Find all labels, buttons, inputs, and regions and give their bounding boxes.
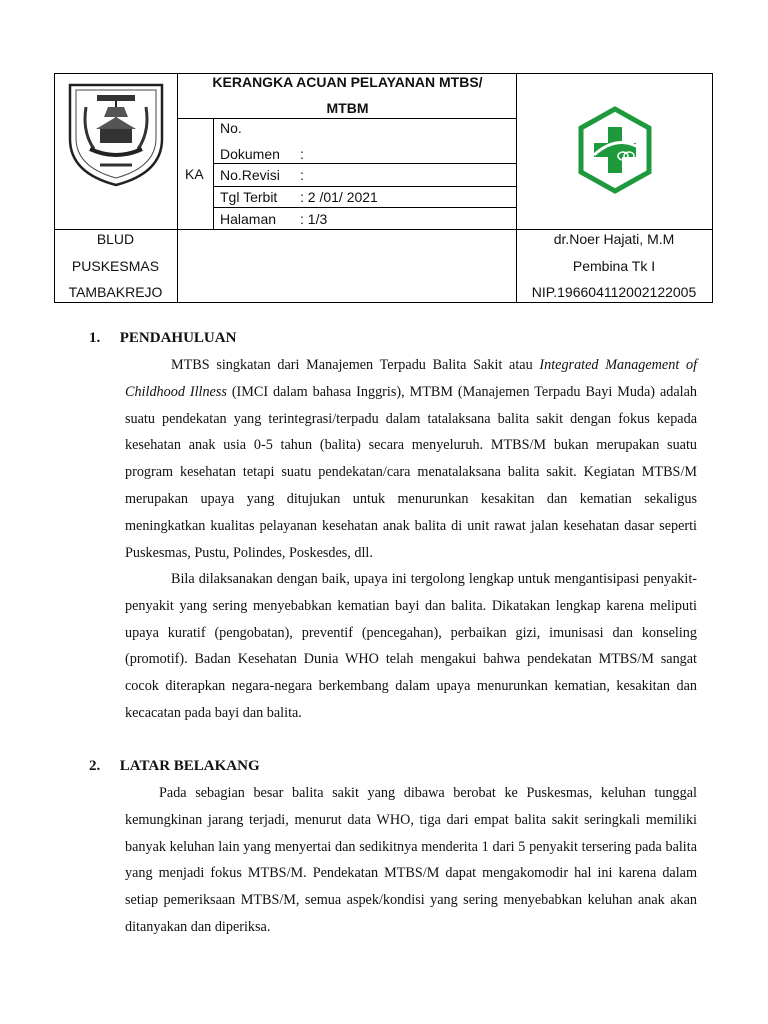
revision-label: No.Revisi bbox=[220, 167, 280, 183]
org-name-line: TAMBAKREJO bbox=[68, 284, 163, 300]
section-heading bbox=[89, 758, 260, 775]
regional-emblem-icon bbox=[64, 77, 168, 189]
page-value: : 1/3 bbox=[300, 211, 328, 227]
doc-number-label: Dokumen bbox=[220, 146, 280, 162]
section-heading bbox=[89, 330, 236, 347]
ka-label: KA bbox=[185, 166, 204, 182]
signer-name: dr.Noer Hajati, M.M bbox=[553, 231, 675, 247]
signer-rank: Pembina Tk I bbox=[572, 258, 656, 274]
table-border bbox=[213, 118, 214, 229]
table-border bbox=[712, 73, 713, 303]
paragraph bbox=[125, 352, 697, 566]
issue-date-label: Tgl Terbit bbox=[220, 189, 278, 205]
paragraph-text: MTBS singkatan dari Manajemen Terpadu Balita Sakit atau bbox=[171, 357, 540, 373]
paragraph-text: Bila dilaksanakan dengan baik, upaya ini tergolong lengkap untuk mengantisipasi penyakit-penyakit yang sering menyebabkan kematian bayi dan balita. Dikatakan lengkap karena meliputi upaya kuratif (pengobatan), preventif (pencegahan), perbaikan gizi, imunisasi dan konseling (promotif). Badan Kesehatan Dunia WHO telah mengakui bahwa pendekatan MTBS/M sangat cocok diterapkan negara-negara berkembang dalam upaya menurunkan kematian, kesakitan dan kecacatan pada bayi dan balita. bbox=[125, 571, 697, 721]
paragraph bbox=[125, 566, 697, 727]
doc-number-label: No. bbox=[220, 120, 242, 136]
document-header-table bbox=[54, 73, 713, 303]
doc-number-value: : bbox=[300, 146, 304, 162]
section-number: 1. bbox=[89, 330, 101, 346]
section-title: PENDAHULUAN bbox=[119, 330, 237, 346]
paragraph-text: (IMCI dalam bahasa Inggris), MTBM (Manajemen Terpadu Bayi Muda) adalah suatu pendekatan yang terintegrasi/terpadu dalam tatalaksana balita sakit dengan fokus kepada kesehatan anak usia 0-5 tahun (balita) secara menyeluruh. MTBS/M bukan merupakan suatu program kesehatan tetapi suatu pendekatan/cara menatalaksana balita sakit. Kegiatan MTBS/M merupakan upaya yang ditujukan untuk menurunkan kesakitan dan kematian sekaligus meningkatkan kualitas pelayanan kesehatan anak balita di unit rawat jalan kesehatan dasar seperti Puskesmas, Pustu, Polindes, Poskesdes, dll. bbox=[125, 383, 697, 561]
section-title: LATAR BELAKANG bbox=[119, 758, 260, 774]
page-label: Halaman bbox=[220, 211, 277, 227]
issue-date-value: : 2 /01/ 2021 bbox=[300, 189, 378, 205]
signer-nip: NIP.196604112002122005 bbox=[531, 284, 697, 300]
org-name-line: BLUD bbox=[96, 231, 135, 247]
section-number: 2. bbox=[89, 758, 101, 774]
document-title-line2: MTBM bbox=[326, 100, 369, 116]
document-title-line1: KERANGKA ACUAN PELAYANAN MTBS/ bbox=[212, 74, 483, 90]
paragraph-italic-text: Integrated Management of Childhood Illness bbox=[125, 357, 698, 400]
paragraph-text: Pada sebagian besar balita sakit yang dibawa berobat ke Puskesmas, keluhan tunggal kemungkinan jarang terjadi, menurut data WHO, tiga dari empat balita sakit seringkali memiliki banyak keluhan lain yang menyertai dan sedikitnya menderita 1 dari 5 penyakit tersering pada balita yang menjadi fokus MTBS/M. Pendekatan MTBS/M dapat mengakomodir hal ini karena dalam setiap pemeriksaan MTBS/M, semua aspek/kondisi yang sering menyebabkan keluhan anak akan ditanyakan dan diperiksa. bbox=[125, 785, 697, 935]
org-name-line: PUSKESMAS bbox=[71, 258, 160, 274]
puskesmas-logo-icon bbox=[576, 105, 654, 195]
revision-value: : bbox=[300, 167, 304, 183]
paragraph bbox=[125, 780, 697, 941]
